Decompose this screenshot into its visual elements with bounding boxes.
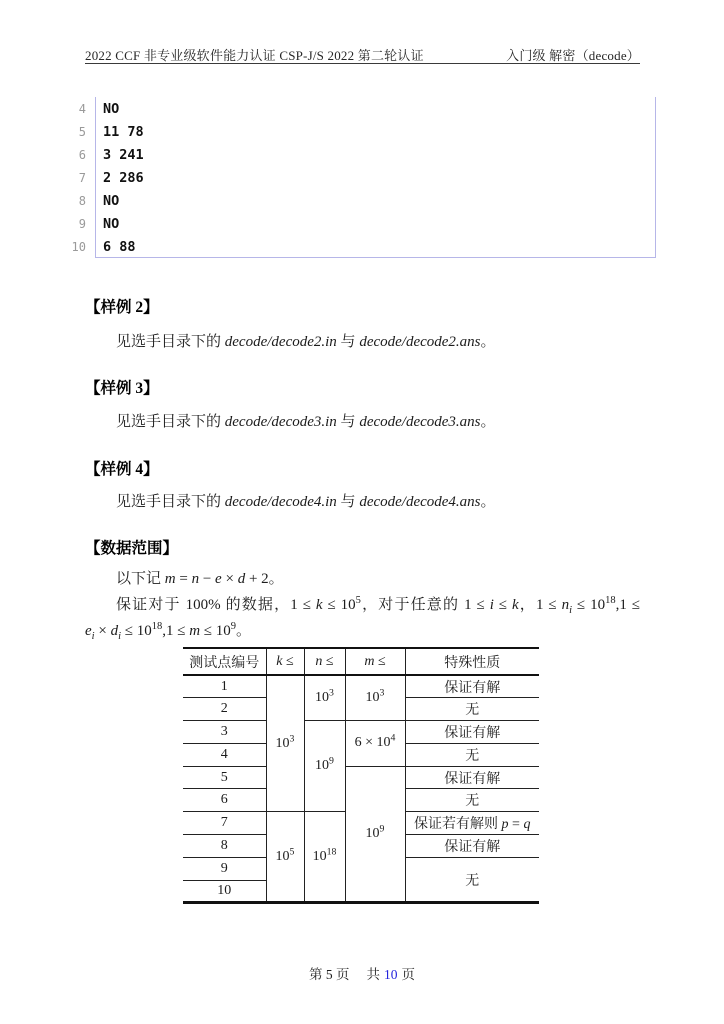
code-line-number: 4 bbox=[78, 101, 86, 116]
header-rule bbox=[85, 63, 640, 64]
footer-total-pages bbox=[367, 963, 416, 983]
section-heading-sample-2: 【样例 2】 bbox=[85, 299, 159, 316]
section-heading-data-range: 【数据范围】 bbox=[85, 540, 179, 557]
section-heading-sample-3: 【样例 3】 bbox=[85, 380, 159, 397]
table-body bbox=[183, 675, 539, 903]
code-line-text: NO bbox=[103, 100, 120, 117]
section-paragraph-sample-3: 见选手目录下的 decode/decode3.in 与 decode/decode3.ans。 bbox=[116, 414, 496, 430]
code-line bbox=[55, 212, 655, 235]
table-cell: 6 bbox=[183, 789, 266, 812]
code-line bbox=[55, 143, 655, 166]
code-line-text: 11 78 bbox=[103, 123, 144, 140]
table-cell: 无 bbox=[405, 743, 539, 766]
table-cell: 8 bbox=[183, 835, 266, 858]
table-cell: 10 bbox=[183, 880, 266, 903]
table-cell: $10^9$ bbox=[345, 766, 405, 903]
footer-total-pages-link[interactable]: 10 bbox=[384, 967, 398, 982]
header-left-text: 2022 CCF 非专业级软件能力认证 CSP-J/S 2022 第二轮认证 bbox=[85, 48, 424, 63]
table-cell: 无 bbox=[405, 789, 539, 812]
table-cell: $10^3$ bbox=[304, 675, 345, 721]
table-cell: $6 \times 10^4$ bbox=[345, 721, 405, 767]
table-cell: 保证有解 bbox=[405, 835, 539, 858]
code-line-number: 6 bbox=[78, 147, 86, 162]
code-line-text: 6 88 bbox=[103, 238, 136, 255]
table-header-cell: 特殊性质 bbox=[405, 648, 539, 675]
section-heading-sample-4: 【样例 4】 bbox=[85, 461, 159, 478]
table-cell: 保证若有解则 p = q bbox=[405, 812, 539, 835]
table-header-cell: n ≤ bbox=[304, 648, 345, 675]
section-paragraph-sample-4: 见选手目录下的 decode/decode4.in 与 decode/decode4.ans。 bbox=[116, 494, 496, 510]
code-line-text: NO bbox=[103, 215, 120, 232]
code-line-number: 10 bbox=[71, 239, 86, 254]
table-cell: 9 bbox=[183, 857, 266, 880]
footer-total-suffix: 页 bbox=[401, 967, 415, 982]
footer-total-prefix: 共 bbox=[366, 967, 380, 982]
table-row bbox=[183, 721, 539, 744]
code-line bbox=[55, 120, 655, 143]
code-block bbox=[55, 97, 655, 258]
code-line-text: 2 286 bbox=[103, 169, 144, 186]
footer-current-page: 第 5 页 bbox=[309, 967, 350, 982]
code-line-text: NO bbox=[103, 192, 120, 209]
code-line bbox=[55, 235, 655, 258]
code-line-number: 5 bbox=[78, 124, 86, 139]
code-line-number: 9 bbox=[78, 216, 86, 231]
table-cell: 7 bbox=[183, 812, 266, 835]
table-cell: $10^3$ bbox=[345, 675, 405, 721]
code-line-number: 8 bbox=[78, 193, 86, 208]
table-cell: 保证有解 bbox=[405, 675, 539, 698]
table-header-cell: m ≤ bbox=[345, 648, 405, 675]
table-cell: 保证有解 bbox=[405, 721, 539, 744]
constraints-table bbox=[183, 647, 539, 904]
code-line-number: 7 bbox=[78, 170, 86, 185]
header-right-text: 入门级 解密（decode） bbox=[506, 48, 640, 63]
data-range-line-1: 以下记 m = n − e × d + 2。 bbox=[116, 571, 284, 587]
page-footer bbox=[0, 963, 724, 983]
table-cell: 4 bbox=[183, 743, 266, 766]
table-cell: 保证有解 bbox=[405, 766, 539, 789]
table-cell: $10^5$ bbox=[266, 812, 304, 903]
table-cell: 2 bbox=[183, 698, 266, 721]
table-cell: 无 bbox=[405, 857, 539, 903]
table-cell: 5 bbox=[183, 766, 266, 789]
table-cell: 无 bbox=[405, 698, 539, 721]
table-header-cell: k ≤ bbox=[266, 648, 304, 675]
table-header-cell: 测试点编号 bbox=[183, 648, 266, 675]
table-cell: 3 bbox=[183, 721, 266, 744]
table-row bbox=[183, 675, 539, 698]
table-cell: 1 bbox=[183, 675, 266, 698]
code-line bbox=[55, 97, 655, 120]
data-range-line-3: $e_i \times d_i \le 10^{18},1 \le m \le 10^9$。 bbox=[85, 621, 252, 642]
code-line bbox=[55, 189, 655, 212]
table-row bbox=[183, 766, 539, 789]
code-line-text: 3 241 bbox=[103, 146, 144, 163]
section-paragraph-sample-2: 见选手目录下的 decode/decode2.in 与 decode/decode2.ans。 bbox=[116, 334, 496, 350]
table-cell: $10^3$ bbox=[266, 675, 304, 812]
code-line bbox=[55, 166, 655, 189]
table-cell: $10^9$ bbox=[304, 721, 345, 812]
data-range-line-2: 保证对于 100% 的数据，$1 \le k \le 10^5$，对于任意的 1 ≤ i ≤ k，$1 \le n_i \le 10^{18},1$ ≤ bbox=[116, 595, 641, 616]
table-cell: $10^{18}$ bbox=[304, 812, 345, 903]
table-header-row bbox=[183, 648, 539, 675]
